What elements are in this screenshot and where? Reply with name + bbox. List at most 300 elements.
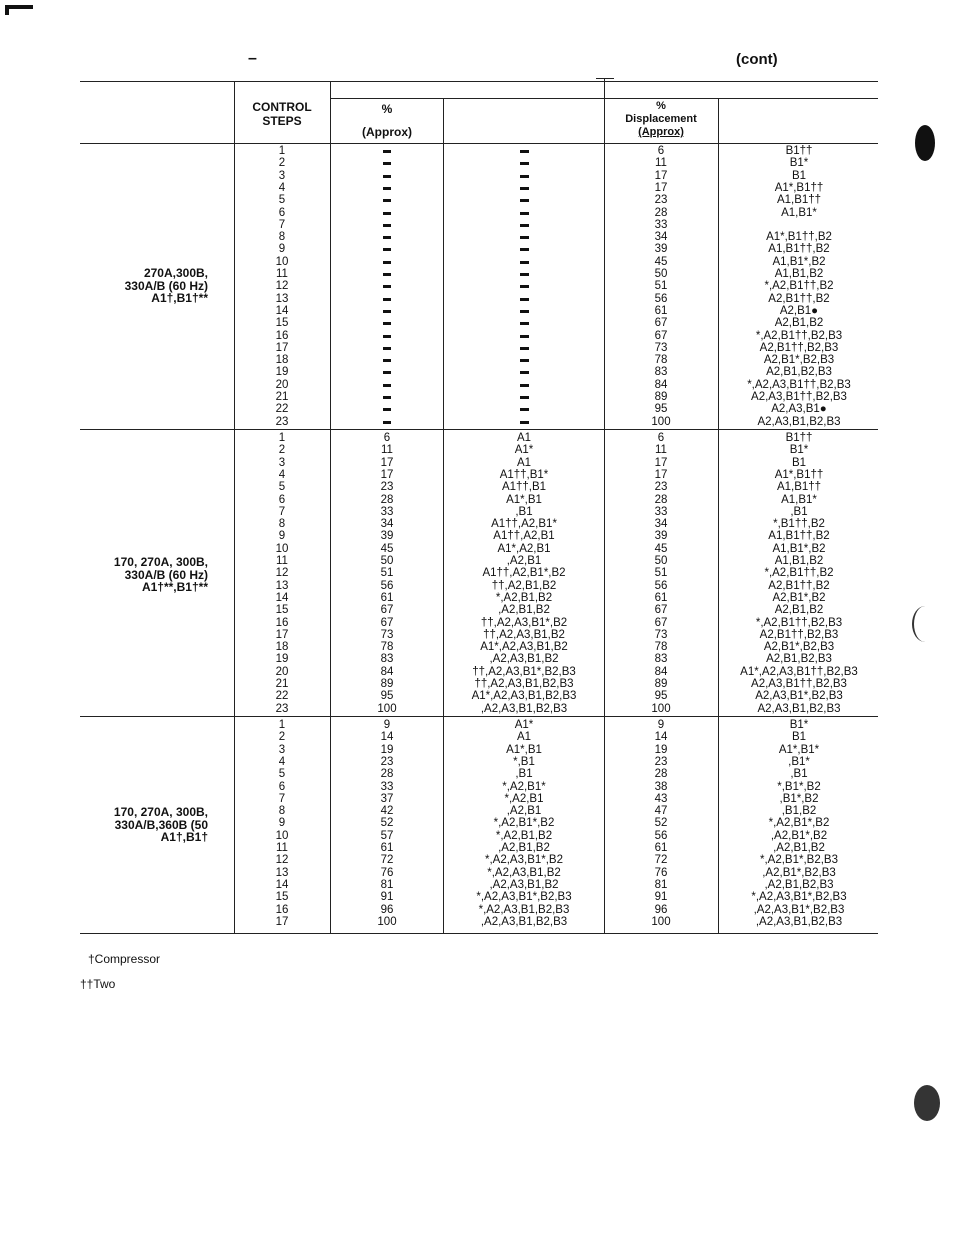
group-2-steps-cell: 11 [276,555,288,567]
group-2-comp1-cell: ††,A2,A3,B1*,B2,B3 [472,665,576,678]
group-3-steps-cell: 5 [278,768,286,781]
group-1-comp2-cell: A1,B1,B2 [774,268,824,280]
footnote-compressor: †Compressor [88,952,161,966]
group-3-comp2-cell: *,B1*,B2 [777,780,821,793]
group-3-label-line-1: 170, 270A, 300B, [113,805,208,819]
group-2-disp1-cell: 45 [380,542,394,555]
group-2-comp1-cell: ††,A2,A3,B1,B2 [483,628,565,641]
group-1-comp1-dash-mark [520,408,529,411]
group-2-comp1-cell: *,A2,B1,B2 [495,591,553,604]
group-1-disp1-dash-mark [383,408,391,411]
group-2-disp1-cell: 73 [380,628,394,641]
group-1-steps-cell: 13 [275,292,289,305]
margin-blot-middle [912,606,938,642]
group-1-disp2-cell: 34 [654,231,668,244]
group-3-disp1-cell: 100 [377,915,397,928]
group-2-comp2-cell: *,A2,B1††,B2 [764,567,834,580]
group-1-comp2-cell: A2,B1,B2 [774,317,824,330]
group-3-comp2-cell: ,A2,B1*,B2 [770,829,828,842]
header-displacement: Displacement [625,113,697,125]
group-1-disp2-cell: 78 [654,354,668,367]
group-1-comp1-dash-mark [520,261,529,264]
group-3-comp1-cell: *,B1 [513,755,535,768]
group-3-comp1-cell: ,A2,A3,B1,B2 [489,878,559,891]
group-3-comp1-cell: *,A2,B1* [502,780,546,793]
group-2-comp1-cell: ,B1 [515,505,533,518]
group-1-disp1-dash-mark [383,199,391,202]
group-3-steps-cell: 14 [275,878,289,891]
group-1-comp2-cell: A1,B1* [781,206,817,219]
group-2-bottom-rule [80,716,878,717]
group-3-steps-cell: 3 [278,743,286,756]
group-2-comp2-cell: A1,B1††,B2 [768,530,830,543]
group-3-disp1-cell: 33 [380,780,394,793]
group-2-disp1-cell: 23 [380,481,394,494]
group-2-comp1-cell: A1††,A2,B1* [491,518,557,531]
group-2-comp2-cell: A1*,B1†† [774,468,824,481]
group-1-steps-cell: 19 [275,366,289,379]
group-2-comp2-cell: *,B1††,B2 [773,518,825,531]
group-1-disp2-cell: 28 [654,206,668,219]
group-1-disp2-cell: 23 [654,194,668,207]
group-1-steps-cell: 20 [275,378,289,391]
group-1-comp2-cell: A1,B1*,B2 [772,255,826,268]
group-1-comp1-dash-mark [520,347,529,350]
group-3-disp2-cell: 28 [654,768,668,781]
group-3-steps-cell: 12 [275,854,289,867]
group-2-disp1-cell: 83 [380,653,394,666]
group-1-label [84,267,208,305]
group-3-comp1-cell: *,A2,B1 [504,792,544,805]
group-2-comp1-cell: ††,A2,A3,B1*,B2 [480,616,568,629]
group-3-steps-cell: 8 [278,805,286,818]
group-1-comp2-cell: A1*,B1†† [774,181,824,194]
group-2-steps-cell: 21 [275,678,289,690]
group-3-disp1-cell: 57 [380,829,394,842]
group-3-disp1-cell: 9 [383,719,391,731]
group-2-disp1-cell: 95 [380,690,394,703]
group-3-comp1-cell: *,A2,A3,B1*,B2,B3 [476,891,572,904]
group-2-disp1-cell: 28 [380,493,394,506]
group-3-disp1-cell: 91 [380,891,394,904]
group-1-disp1-dash-mark [383,371,391,374]
group-2-disp2-cell: 67 [654,616,668,629]
group-1-disp1-dash-mark [383,347,391,350]
group-3-label-line-2: 330A/B,360B (50 [114,817,208,832]
group-3-disp1-cell: 52 [380,817,394,830]
group-2-comp1-cell: A1*,A2,A3,B1,B2 [480,641,568,654]
group-2-disp2-cell: 23 [654,481,668,494]
group-1-comp1-dash-mark [520,285,529,288]
group-2-steps-cell: 1 [278,432,286,444]
group-3-comp2-cell: A1*,B1* [778,743,820,756]
group-1-disp2-cell: 83 [654,366,668,379]
group-1-comp2-cell: *,A2,A3,B1††,B2,B3 [747,378,851,391]
margin-blot-top [915,125,935,161]
group-1-steps-cell: 10 [275,255,289,268]
group-3-disp1-cell: 81 [380,878,394,891]
group-2-steps-cell: 6 [278,493,286,506]
group-2-comp1-cell: A1††,A2,B1 [493,530,555,543]
group-2-steps-cell: 14 [275,591,289,604]
group-1-comp2-cell: A1,B1†† [776,194,822,207]
group-2-steps-cell: 12 [275,567,289,580]
group-3-comp2-cell: ,B1* [788,755,810,768]
group-2-disp2-cell: 73 [654,628,668,641]
group-1-comp1-dash-mark [520,298,529,301]
group-3-comp2-cell: ,A2,A3,B1*,B2,B3 [753,903,845,916]
group-1-disp1-dash-mark [383,224,391,227]
group-2-comp1-cell: ††,A2,A3,B1,B2,B3 [474,678,574,690]
group-1-disp1-dash-mark [383,150,391,153]
group-1-comp1-dash-mark [520,384,529,387]
group-1-comp1-dash-mark [520,273,529,276]
group-1-comp2-cell: A2,B1*,B2,B3 [763,354,835,367]
group-1-steps-cell: 21 [275,391,289,403]
title-dash: – [248,50,257,67]
group-3-disp2-cell: 56 [654,829,668,842]
group-3-comp1-cell: *,A2,B1*,B2 [493,817,555,830]
group-1-disp1-dash-mark [383,248,391,251]
group-2-comp1-cell: A1 [516,432,532,444]
group-2-comp1-cell: A1††,A2,B1*,B2 [482,567,566,580]
group-2-comp2-cell: A2,B1,B2 [774,604,824,617]
group-1-disp2-cell: 17 [654,169,668,182]
col-divider-disp1 [443,98,444,933]
group-2-comp2-cell: A1,B1*,B2 [772,542,826,555]
group-1-steps-cell: 12 [275,280,289,293]
group-3-comp1-cell: A1* [514,719,534,731]
group-1-disp2-cell: 67 [654,329,668,342]
group-3-disp1-cell: 61 [380,842,394,854]
group-1-steps-cell: 4 [278,181,286,194]
group-2-comp1-cell: ††,A2,B1,B2 [491,579,557,592]
group-2-disp2-cell: 50 [654,555,668,567]
col-divider-steps [330,81,331,933]
table-bottom-rule [80,933,878,934]
group-1-steps-cell: 8 [278,231,286,244]
group-1-steps-cell: 14 [275,304,289,317]
group-2-steps-cell: 16 [275,616,289,629]
group-1-disp1-dash-mark [383,175,391,178]
group-1-disp1-dash-mark [383,236,391,239]
group-2-steps-cell: 23 [275,702,289,715]
group-2-label [84,556,208,594]
group-3-disp1-cell: 14 [380,731,394,744]
group-1-disp2-cell: 73 [654,341,668,354]
group-2-disp2-cell: 51 [654,567,668,580]
group-2-disp1-cell: 78 [380,641,394,654]
group-1-steps-cell: 7 [278,218,286,231]
group-2-comp2-cell: A2,B1*,B2,B3 [763,641,835,654]
group-2-disp1-cell: 67 [380,604,394,617]
col-divider-comp1 [604,78,605,933]
group-3-comp2-cell: *,A2,A3,B1*,B2,B3 [751,891,847,904]
title-continued: (cont) [736,51,778,68]
group-2-comp1-cell: A1*,B1 [506,493,542,506]
group-2-disp2-cell: 39 [654,530,668,543]
group-1-comp1-dash-mark [520,335,529,338]
group-2-comp2-cell: A2,A3,B1*,B2,B3 [755,690,843,703]
group-1-steps-cell: 1 [278,145,286,157]
group-3-disp2-cell: 96 [654,903,668,916]
group-3-disp2-cell: 81 [654,878,668,891]
group-1-steps-cell: 6 [278,206,286,219]
group-3-comp1-cell: ,A2,B1,B2 [498,842,550,854]
group-1-comp2-cell: A2,A3,B1††,B2,B3 [751,391,847,403]
header-percent-1: % [381,102,393,116]
group-2-disp2-cell: 34 [654,518,668,531]
group-3-comp1-cell: *,A2,B1,B2 [495,829,553,842]
group-3-disp1-cell: 37 [380,792,394,805]
group-1-comp2-cell: A1,B1††,B2 [768,243,830,256]
group-1-disp1-dash-mark [383,359,391,362]
group-2-comp2-cell: A1,B1†† [776,481,822,494]
group-1-comp2-cell: A2,A3,B1,B2,B3 [757,415,841,428]
group-3-comp2-cell: ,B1*,B2 [779,792,819,805]
group-1-label-line-2: 330A/B (60 Hz) [124,278,208,293]
table-header-bottom-rule [80,143,878,144]
group-2-comp2-cell: B1†† [785,432,813,444]
group-2-disp1-cell: 84 [380,665,394,678]
group-2-disp2-cell: 45 [654,542,668,555]
group-1-disp2-cell: 84 [654,378,668,391]
group-2-disp2-cell: 28 [654,493,668,506]
group-2-steps-cell: 2 [278,444,286,457]
group-1-disp2-cell: 56 [654,292,668,305]
group-1-comp2-cell: A2,A3,B1● [771,403,827,416]
group-2-comp2-cell: A1,B1,B2 [774,555,824,567]
group-1-steps-cell: 11 [276,268,288,280]
group-1-disp2-cell: 17 [654,181,668,194]
group-3-label [84,806,208,844]
group-1-comp1-dash-mark [520,396,529,399]
group-1-disp2-cell: 100 [651,415,671,428]
group-2-steps-cell: 8 [278,518,286,531]
group-3-disp2-cell: 52 [654,817,668,830]
group-3-comp2-cell: ,B1,B2 [781,805,817,818]
group-1-disp2-cell: 45 [654,255,668,268]
group-2-comp1-cell: A1* [514,444,534,457]
group-1-label-line-1: 270A,300B, [143,266,208,280]
group-2-steps-cell: 13 [275,579,289,592]
header-approx-1: (Approx) [362,125,412,139]
group-3-comp2-cell: B1 [791,731,807,744]
group-3-disp2-cell: 47 [654,805,668,818]
header-percent-2: % [656,100,666,112]
group-3-comp2-cell: B1* [789,719,809,731]
group-1-disp1-dash-mark [383,212,391,215]
group-1-steps-cell: 18 [275,354,289,367]
group-3-disp1-cell: 76 [380,866,394,879]
group-3-disp2-cell: 14 [654,731,668,744]
group-3-disp2-cell: 61 [654,842,668,854]
group-1-comp2-cell: *,A2,B1††,B2 [764,280,834,293]
group-1-bottom-rule [80,429,878,430]
group-1-comp2-cell: A2,B1††,B2,B3 [759,341,839,354]
group-1-disp2-cell: 95 [654,403,668,416]
group-2-comp1-cell: A1*,A2,A3,B1,B2,B3 [471,690,577,703]
group-1-disp1-dash-mark [383,187,391,190]
group-2-comp2-cell: A2,B1††,B2,B3 [759,628,839,641]
group-1-disp1-dash-mark [383,273,391,276]
group-3-steps-cell: 2 [278,731,286,744]
table-top-rule [80,81,878,82]
group-2-disp1-cell: 100 [377,702,397,715]
group-3-comp2-cell: *,A2,B1*,B2 [768,817,830,830]
group-2-comp1-cell: ,A2,A3,B1,B2,B3 [480,702,568,715]
group-3-comp2-cell: ,A2,A3,B1,B2,B3 [755,915,843,928]
group-2-disp2-cell: 89 [654,678,668,690]
group-1-disp1-dash-mark [383,384,391,387]
group-2-disp2-cell: 33 [654,505,668,518]
group-2-steps-cell: 10 [275,542,289,555]
group-3-disp1-cell: 19 [380,743,394,756]
group-3-disp2-cell: 19 [654,743,668,756]
group-3-comp1-cell: ,B1 [515,768,533,781]
group-1-comp2-cell: A2,B1††,B2 [768,292,830,305]
group-3-label-line-3: A1†,B1† [160,830,208,844]
group-2-label-line-1: 170, 270A, 300B, [113,555,208,569]
group-1-steps-cell: 22 [275,403,289,416]
group-2-disp1-cell: 56 [380,579,394,592]
group-3-disp2-cell: 38 [654,780,668,793]
group-2-disp1-cell: 61 [380,591,394,604]
group-1-disp2-cell: 67 [654,317,668,330]
group-2-comp1-cell: A1*,A2,B1 [497,542,551,555]
group-3-steps-cell: 11 [276,842,288,854]
group-3-disp1-cell: 42 [380,805,394,818]
group-2-comp2-cell: A1*,A2,A3,B1††,B2,B3 [740,665,858,678]
group-1-steps-cell: 16 [275,329,289,342]
group-1-disp1-dash-mark [383,396,391,399]
group-1-steps-cell: 23 [275,415,289,428]
group-1-disp2-cell: 50 [654,268,668,280]
group-2-disp1-cell: 67 [380,616,394,629]
col-divider-label [234,81,235,933]
group-3-disp2-cell: 23 [654,755,668,768]
group-1-comp1-dash-mark [520,187,529,190]
group-3-disp1-cell: 28 [380,768,394,781]
group-2-disp1-cell: 39 [380,530,394,543]
group-3-steps-cell: 17 [275,915,289,928]
group-1-comp1-dash-mark [520,162,529,165]
group-3-disp2-cell: 76 [654,866,668,879]
group-1-comp1-dash-mark [520,236,529,239]
group-2-disp2-cell: 67 [654,604,668,617]
group-1-comp2-cell: A2,B1● [779,304,819,317]
header-control-steps: CONTROL STEPS [252,100,312,128]
group-2-comp2-cell: *,A2,B1††,B2,B3 [755,616,843,629]
group-1-comp2-cell: B1†† [785,145,813,157]
group-2-comp1-cell: A1††,B1 [501,481,547,494]
group-3-steps-cell: 15 [275,891,289,904]
group-3-comp2-cell: ,A2,B1,B2,B3 [764,878,834,891]
group-3-comp2-cell: *,A2,B1*,B2,B3 [760,854,838,867]
col-divider-disp2 [718,98,719,933]
group-3-disp2-cell: 72 [654,854,668,867]
group-1-comp1-dash-mark [520,199,529,202]
group-2-label-line-3: A1†**,B1†** [141,580,208,594]
group-1-steps-cell: 5 [278,194,286,207]
group-2-disp2-cell: 56 [654,579,668,592]
group-1-disp2-cell: 89 [654,391,668,403]
header-approx-2: (Approx) [638,126,684,138]
group-2-disp2-cell: 95 [654,690,668,703]
group-1-disp1-dash-mark [383,261,391,264]
group-1-comp1-dash-mark [520,150,529,153]
group-1-disp2-cell: 61 [654,304,668,317]
group-2-steps-cell: 3 [278,456,286,469]
group-2-disp1-cell: 89 [380,678,394,690]
group-2-steps-cell: 5 [278,481,286,494]
group-2-comp2-cell: ,B1 [790,505,808,518]
page-corner-mark [5,5,33,9]
group-1-steps-cell: 9 [278,243,286,256]
page-corner-mark-vertical [5,5,9,15]
group-1-disp1-dash-mark [383,335,391,338]
group-1-comp1-dash-mark [520,175,529,178]
group-2-disp1-cell: 11 [381,444,393,457]
group-3-comp1-cell: *,A2,A3,B1*,B2 [485,854,563,867]
group-3-steps-cell: 16 [275,903,289,916]
group-2-disp2-cell: 100 [651,702,671,715]
group-2-comp2-cell: A2,B1*,B2 [772,591,826,604]
group-1-disp2-cell: 39 [654,243,668,256]
group-2-disp2-cell: 84 [654,665,668,678]
group-2-label-line-2: 330A/B (60 Hz) [124,567,208,582]
group-2-steps-cell: 15 [275,604,289,617]
group-1-comp1-dash-mark [520,224,529,227]
group-2-disp1-cell: 50 [380,555,394,567]
group-2-steps-cell: 7 [278,505,286,518]
group-2-comp2-cell: A1,B1* [781,493,817,506]
group-2-disp2-cell: 6 [657,432,665,444]
group-1-disp1-dash-mark [383,421,391,424]
group-3-disp2-cell: 100 [651,915,671,928]
group-1-steps-cell: 15 [275,317,289,330]
group-2-disp2-cell: 61 [654,591,668,604]
group-1-disp1-dash-mark [383,298,391,301]
group-2-steps-cell: 22 [275,690,289,703]
group-1-disp2-cell: 6 [657,145,665,157]
group-2-disp1-cell: 33 [380,505,394,518]
group-3-disp1-cell: 23 [380,755,394,768]
group-1-disp1-dash-mark [383,285,391,288]
group-2-steps-cell: 4 [278,468,286,481]
group-2-comp2-cell: A2,A3,B1††,B2,B3 [751,678,847,690]
group-2-disp1-cell: 34 [380,518,394,531]
group-2-comp2-cell: B1* [789,444,809,457]
group-2-comp2-cell: B1 [791,456,807,469]
group-2-comp1-cell: A1††,B1* [499,468,549,481]
footnote-two: ††Two [80,977,116,991]
group-2-disp1-cell: 51 [380,567,394,580]
group-3-steps-cell: 6 [278,780,286,793]
group-3-disp1-cell: 72 [380,854,394,867]
group-1-disp1-dash-mark [383,310,391,313]
group-2-comp2-cell: A2,B1††,B2 [768,579,830,592]
group-1-comp1-dash-mark [520,248,529,251]
group-3-comp1-cell: A1*,B1 [506,743,542,756]
group-2-disp1-cell: 6 [383,432,391,444]
group-2-disp2-cell: 11 [655,444,667,457]
group-1-comp1-dash-mark [520,371,529,374]
group-2-comp1-cell: A1 [516,456,532,469]
group-2-comp1-cell: ,A2,B1,B2 [498,604,550,617]
col-divider-tee [596,78,614,79]
group-3-steps-cell: 9 [278,817,286,830]
